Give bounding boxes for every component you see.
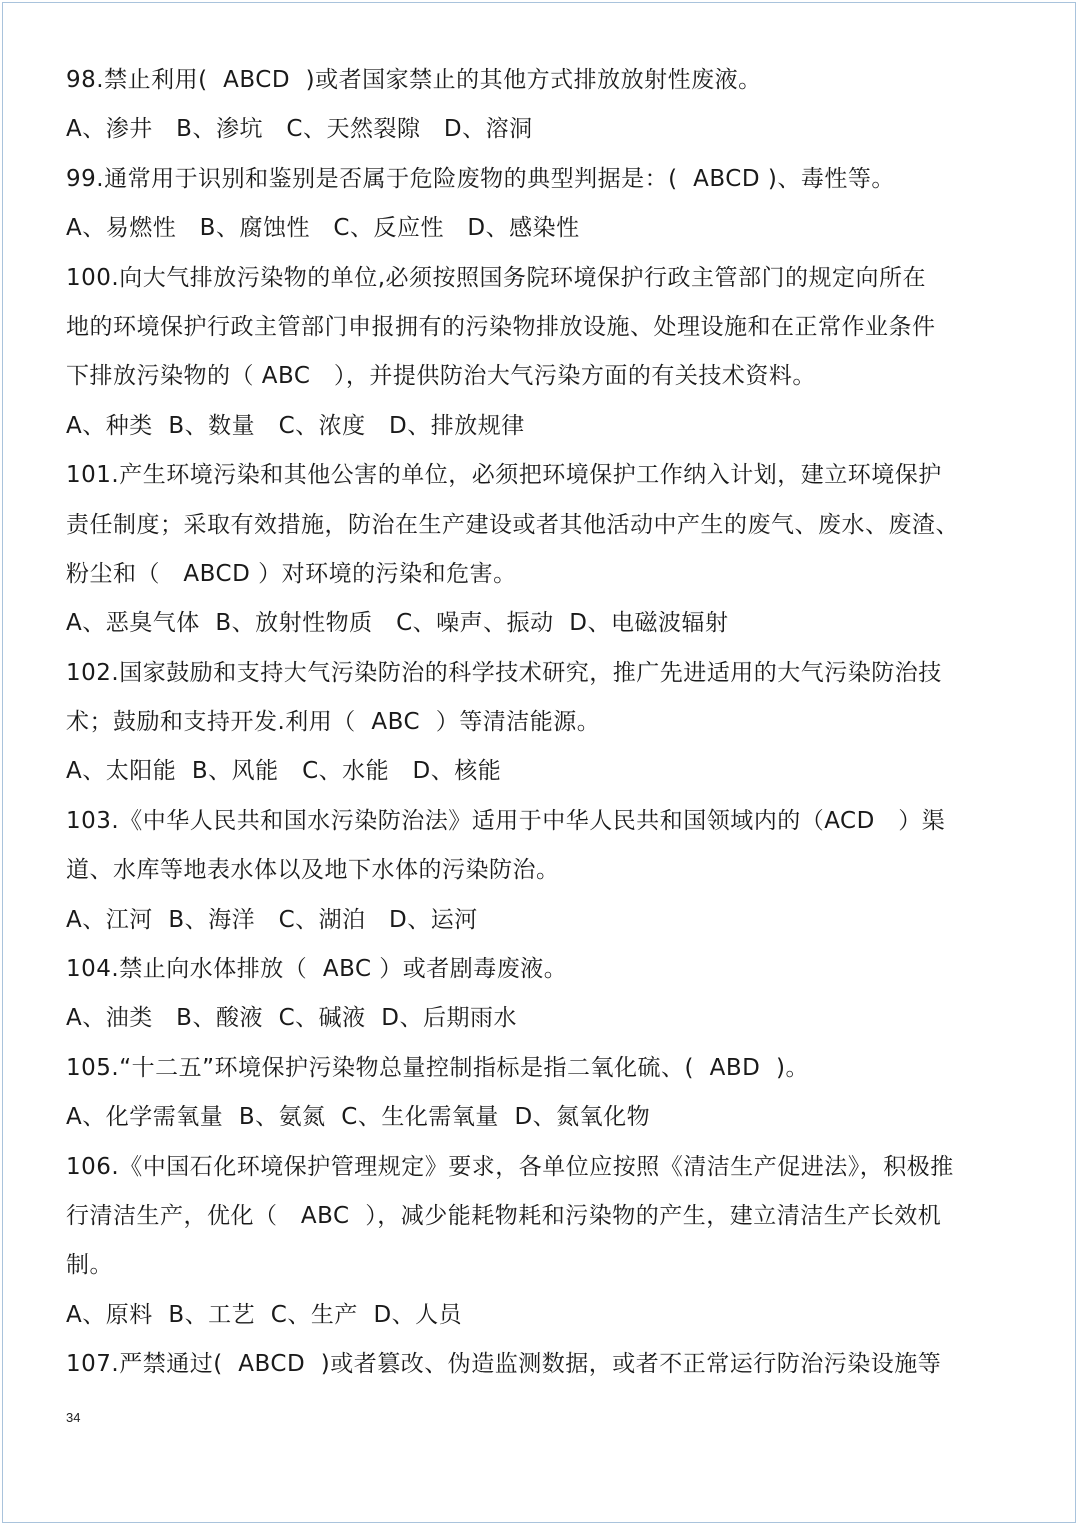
- text-line: 101.产生环境污染和其他公害的单位，必须把环境保护工作纳入计划，建立环境保护: [66, 462, 942, 489]
- text-line: 102.国家鼓励和支持大气污染防治的科学技术研究，推广先进适用的大气污染防治技: [66, 659, 942, 686]
- text-line: A、渗井 B、渗坑 C、天然裂隙 D、溶洞: [66, 116, 533, 143]
- text-line: 98.禁止利用( ABCD )或者国家禁止的其他方式排放放射性废液。: [66, 67, 762, 93]
- text-line: A、江河 B、海洋 C、湖泊 D、运河: [66, 906, 478, 933]
- text-line: A、太阳能 B、风能 C、水能 D、核能: [66, 758, 502, 785]
- text-line: 行清洁生产，优化（ ABC ），减少能耗物耗和污染物的产生，建立清洁生产长效机: [66, 1202, 942, 1229]
- text-line: 105.“十二五”环境保护污染物总量控制指标是指二氧化硫、( ABD )。: [66, 1054, 809, 1081]
- text-line: 107.严禁通过( ABCD )或者篡改、伪造监测数据，或者不正常运行防治污染设施等: [66, 1351, 942, 1378]
- text-line: A、化学需氧量 B、氨氮 C、生化需氧量 D、氮氧化物: [66, 1104, 651, 1131]
- text-line: A、油类 B、酸液 C、碱液 D、后期雨水: [66, 1005, 517, 1032]
- text-line: 100.向大气排放污染物的单位,必须按照国务院环境保护行政主管部门的规定向所在: [66, 264, 927, 291]
- text-line: 制。: [66, 1252, 113, 1279]
- text-line: 106.《中国石化环境保护管理规定》要求，各单位应按照《清洁生产促进法》，积极推: [66, 1153, 954, 1180]
- text-line: 责任制度；采取有效措施，防治在生产建设或者其他活动中产生的废气、废水、废渣、: [66, 511, 959, 538]
- text-line: A、恶臭气体 B、放射性物质 C、噪声、振动 D、电磁波辐射: [66, 610, 729, 637]
- text-line: 下排放污染物的（ ABC ），并提供防治大气污染方面的有关技术资料。: [66, 363, 816, 390]
- text-line: A、种类 B、数量 C、浓度 D、排放规律: [66, 412, 525, 439]
- text-line: 粉尘和（ ABCD ）对环境的污染和危害。: [66, 560, 517, 587]
- text-line: 104.禁止向水体排放（ ABC ）或者剧毒废液。: [66, 956, 568, 983]
- text-line: 99.通常用于识别和鉴别是否属于危险废物的典型判据是：( ABCD )、毒性等。: [66, 165, 895, 192]
- text-line: 道、水库等地表水体以及地下水体的污染防治。: [66, 857, 560, 884]
- document-body: [66, 56, 1026, 1390]
- page-number: 34: [66, 1410, 81, 1425]
- text-line: 103.《中华人民共和国水污染防治法》适用于中华人民共和国领域内的（ACD ）渠: [66, 807, 946, 834]
- text-line: A、易燃性 B、腐蚀性 C、反应性 D、感染性: [66, 215, 580, 242]
- text-line: A、原料 B、工艺 C、生产 D、人员: [66, 1301, 463, 1328]
- text-line: 地的环境保护行政主管部门申报拥有的污染物排放设施、处理设施和在正常作业条件: [66, 313, 936, 340]
- text-line: 术；鼓励和支持开发.利用（ ABC ）等清洁能源。: [66, 709, 601, 736]
